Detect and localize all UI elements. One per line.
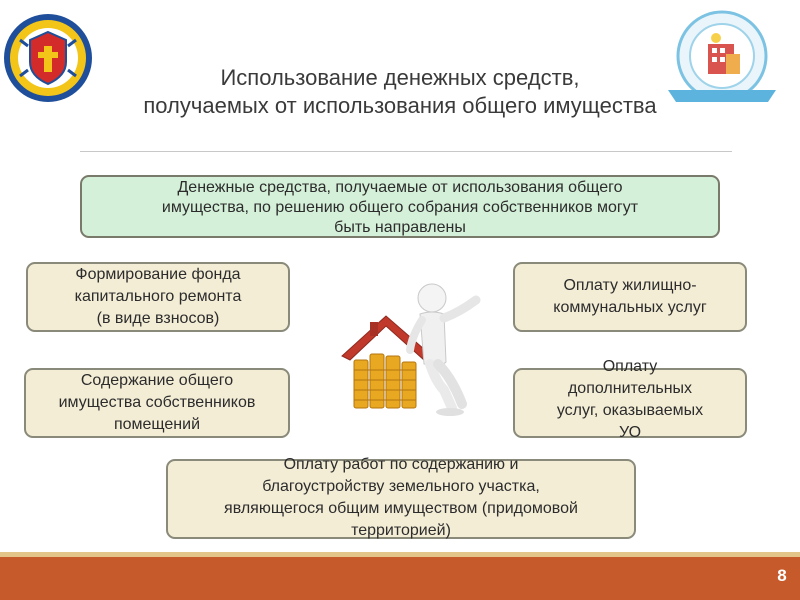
option-additional-line-4: УО	[618, 424, 642, 441]
option-maintenance	[24, 368, 290, 438]
header-box-line-2: имущества, по решению общего собрания собственников могут	[161, 199, 639, 216]
header-box-line-1: Денежные средства, получаемые от использования общего	[177, 179, 623, 196]
footer-bar	[0, 552, 800, 600]
option-additional-line-2: дополнительных	[567, 380, 693, 397]
option-capital-repair-line-1: Формирование фонда	[75, 266, 241, 283]
title-line-1: Использование денежных средств,	[220, 65, 580, 90]
option-maintenance-line-1: Содержание общего	[80, 372, 234, 389]
option-additional-line-1: Оплату	[602, 358, 658, 375]
title-line-2: получаемых от использования общего имущества	[143, 93, 657, 118]
person-leaning-on-coin-house-icon	[340, 270, 490, 420]
option-land-maintenance	[166, 456, 636, 539]
option-land-line-3: являющегося общим имуществом (придомовой	[224, 500, 578, 517]
footer-band	[0, 557, 800, 600]
page-title	[70, 64, 730, 120]
header-box-line-3: быть направлены	[334, 219, 466, 236]
option-maintenance-line-2: имущества собственников	[58, 394, 256, 411]
option-utilities-line-1: Оплату жилищно-	[563, 277, 697, 294]
option-maintenance-line-3: помещений	[113, 416, 201, 433]
option-additional-services	[513, 358, 747, 441]
option-land-line-4: территорией)	[351, 522, 451, 539]
option-capital-repair	[26, 262, 290, 332]
option-land-line-1: Оплату работ по содержанию и	[283, 456, 519, 473]
option-land-line-2: благоустройству земельного участка,	[262, 478, 540, 495]
page-number: 8	[777, 566, 787, 585]
option-utilities-line-2: коммунальных услуг	[553, 299, 707, 316]
header-box	[80, 175, 720, 238]
option-additional-line-3: услуг, оказываемых	[556, 402, 704, 419]
option-utilities	[513, 262, 747, 332]
option-capital-repair-line-2: капитального ремонта	[74, 288, 242, 305]
title-divider	[80, 151, 732, 152]
option-capital-repair-line-3: (в виде взносов)	[96, 310, 220, 327]
